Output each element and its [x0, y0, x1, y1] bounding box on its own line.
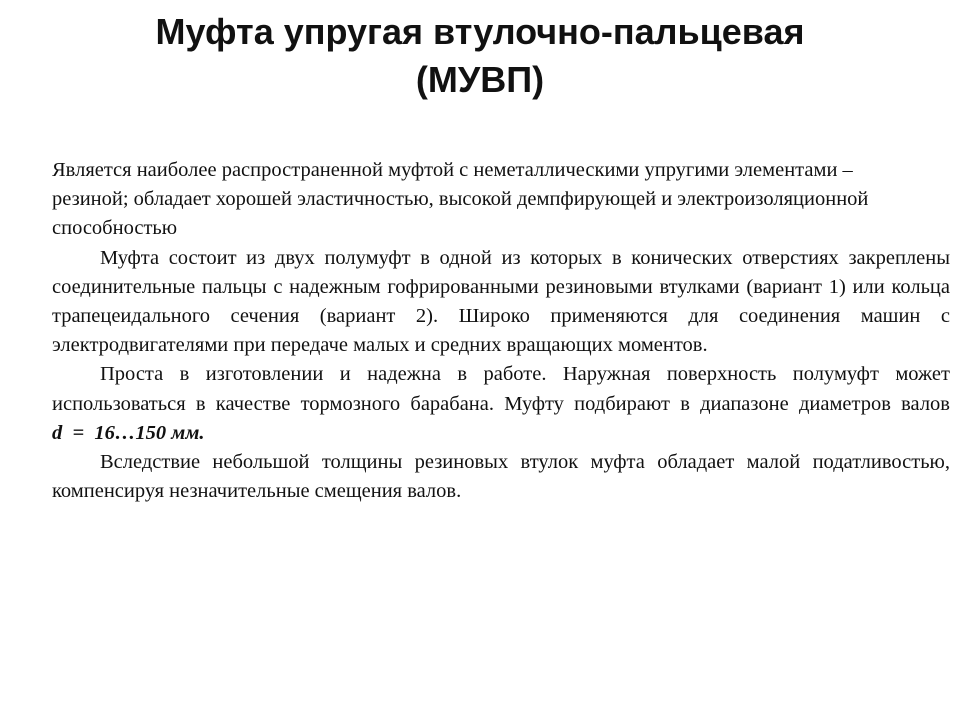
- slide-title-line1: Муфта упругая втулочно-пальцевая: [155, 11, 805, 52]
- compliance-paragraph: Вследствие небольшой толщины резиновых втулок муфта обладает малой податливостью, компенсируя незначительные смещения валов.: [52, 451, 950, 503]
- manufacturing-paragraph: [52, 360, 950, 448]
- structure-paragraph: Муфта состоит из двух полумуфт в одной из которых в конических отверстиях закреплены соединительные пальцы с надежным гофрированными резиновыми втулками (вариант 1) или кольца трапецеидального сечения (вариант 2). Широко применяются для соединения машин с электродвигателями при передаче малых и средних вращающих моментов.: [52, 246, 950, 357]
- manufacturing-text: Проста в изготовлении и надежна в работе. Наружная поверхность полумуфт может использоваться в качестве тормозного барабана. Муфту подбирают в диапазоне диаметров валов: [52, 363, 950, 415]
- slide-title: [60, 8, 900, 104]
- shaft-diameter-formula: d = 16…150 мм.: [52, 421, 205, 444]
- intro-paragraph: Является наиболее распространенной муфтой с неметаллическими упругими элементами – резиной; обладает хорошей эластичностью, высокой демпфирующей и электроизоляционной способностью: [52, 159, 869, 240]
- slide-body: [52, 156, 950, 506]
- slide-title-line2: (МУВП): [415, 59, 545, 100]
